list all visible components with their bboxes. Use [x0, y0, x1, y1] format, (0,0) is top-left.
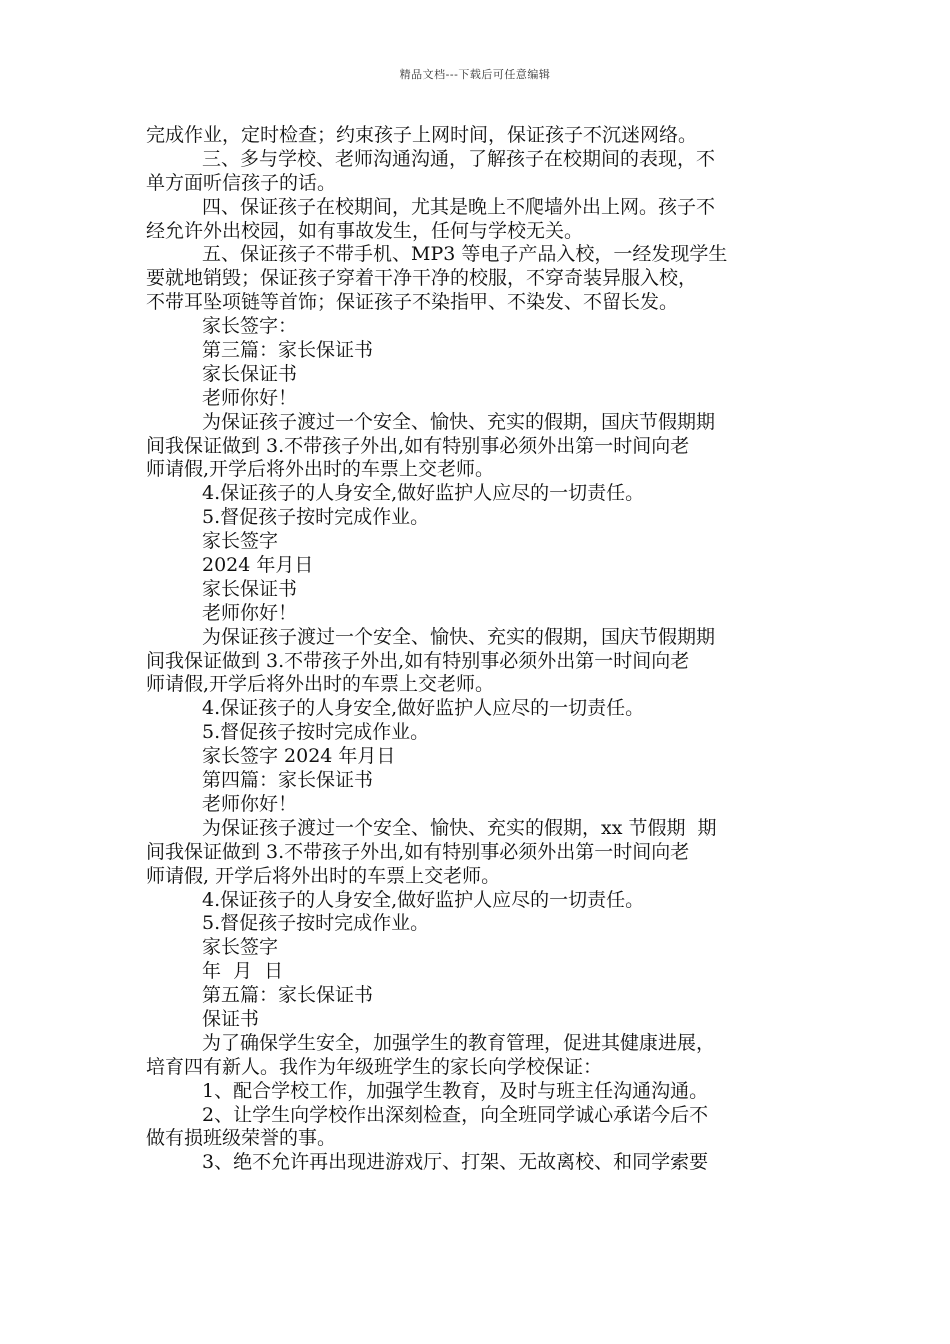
text-line: 为了确保学生安全，加强学生的教育管理，促进其健康进展，: [202, 1031, 716, 1054]
text-line: 为保证孩子渡过一个安全、愉快、充实的假期，xx 节假期 期: [202, 816, 717, 839]
text-line: 5.督促孩子按时完成作业。: [202, 721, 430, 744]
text-line: 要就地销毁；保证孩子穿着干净干净的校服，不穿奇装异服入校，: [146, 267, 698, 290]
text-line: 四、保证孩子在校期间，尤其是晚上不爬墙外出上网。孩子不: [202, 195, 716, 218]
text-line: 保证书: [202, 1007, 260, 1030]
text-line: 老师你好！: [202, 386, 298, 409]
text-line: 师请假,开学后将外出时的车票上交老师。: [146, 673, 495, 696]
text-line: 第三篇：家长保证书: [202, 339, 374, 362]
text-line: 三、多与学校、老师沟通沟通，了解孩子在校期间的表现，不: [202, 147, 716, 170]
text-line: 第五篇：家长保证书: [202, 984, 374, 1007]
text-line: 间我保证做到 3.不带孩子外出,如有特别事必须外出第一时间向老: [146, 649, 690, 672]
text-line: 家长签字: [202, 936, 279, 959]
text-line: 第四篇：家长保证书: [202, 769, 374, 792]
text-line: 经允许外出校园，如有事故发生，任何与学校无关。: [146, 219, 584, 242]
text-line: 家长保证书: [202, 362, 298, 385]
text-line: 2024 年月日: [202, 554, 314, 577]
text-line: 间我保证做到 3.不带孩子外出,如有特别事必须外出第一时间向老: [146, 840, 690, 863]
text-line: 家长保证书: [202, 577, 298, 600]
text-line: 老师你好！: [202, 601, 298, 624]
text-line: 4.保证孩子的人身安全,做好监护人应尽的一切责任。: [202, 482, 645, 505]
text-line: 年 月 日: [202, 960, 284, 983]
text-line: 师请假, 开学后将外出时的车票上交老师。: [146, 864, 501, 887]
text-line: 4.保证孩子的人身安全,做好监护人应尽的一切责任。: [202, 697, 645, 720]
text-line: 单方面听信孩子的话。: [146, 171, 337, 194]
text-line: 为保证孩子渡过一个安全、愉快、充实的假期，国庆节假期期: [202, 625, 716, 648]
text-line: 师请假,开学后将外出时的车票上交老师。: [146, 458, 495, 481]
document-body: [146, 124, 810, 1175]
text-line: 家长签字 2024 年月日: [202, 745, 396, 768]
text-line: 老师你好！: [202, 792, 298, 815]
text-line: 4.保证孩子的人身安全,做好监护人应尽的一切责任。: [202, 888, 645, 911]
page-header: 精品文档---下载后可任意编辑: [399, 68, 551, 81]
text-line: 做有损班级荣誉的事。: [146, 1127, 337, 1150]
text-line: 五、保证孩子不带手机、MP3 等电子产品入校，一经发现学生: [202, 243, 728, 266]
text-line: 培育四有新人。我作为年级班学生的家长向学校保证：: [146, 1055, 603, 1078]
text-line: 家长签字: [202, 530, 279, 553]
text-line: 2、让学生向学校作出深刻检查，向全班同学诚心承诺今后不: [202, 1103, 709, 1126]
text-line: 5.督促孩子按时完成作业。: [202, 506, 430, 529]
text-line: 间我保证做到 3.不带孩子外出,如有特别事必须外出第一时间向老: [146, 434, 690, 457]
text-line: 家长签字：: [202, 315, 298, 338]
text-line: 3、绝不允许再出现进游戏厅、打架、无故离校、和同学索要: [202, 1151, 709, 1174]
text-line: 完成作业，定时检查；约束孩子上网时间，保证孩子不沉迷网络。: [146, 124, 698, 146]
text-line: 不带耳坠项链等首饰；保证孩子不染指甲、不染发、不留长发。: [146, 291, 679, 314]
text-line: 5.督促孩子按时完成作业。: [202, 912, 430, 935]
text-line: 为保证孩子渡过一个安全、愉快、充实的假期，国庆节假期期: [202, 410, 716, 433]
text-line: 1、配合学校工作，加强学生教育，及时与班主任沟通沟通。: [202, 1079, 709, 1102]
